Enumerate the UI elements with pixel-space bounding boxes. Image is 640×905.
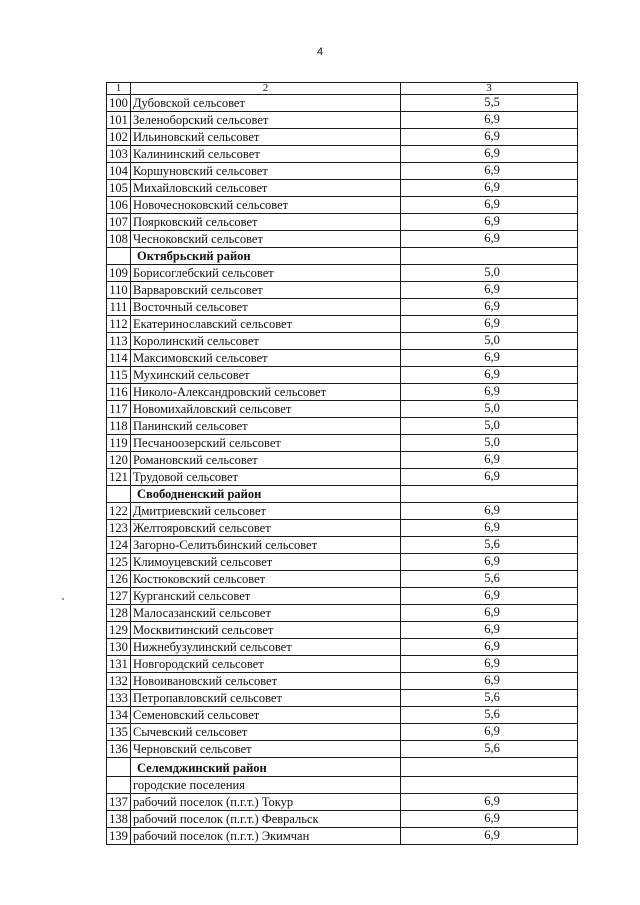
row-value: 6,9 [401, 129, 578, 146]
table-row [107, 452, 578, 469]
settlement-name: Романовский сельсовет [131, 452, 401, 469]
settlement-name: Нижнебузулинский сельсовет [131, 639, 401, 656]
row-number: 105 [107, 180, 131, 197]
subheader-row [107, 777, 578, 794]
row-value: 6,9 [401, 282, 578, 299]
settlement-name: Москвитинский сельсовет [131, 622, 401, 639]
table-row [107, 265, 578, 282]
scan-artifact-dot [62, 598, 64, 600]
row-value: 6,9 [401, 180, 578, 197]
row-value: 6,9 [401, 384, 578, 401]
row-number: 137 [107, 794, 131, 811]
row-value: 6,9 [401, 828, 578, 845]
district-name: Октябрьский район [131, 248, 401, 265]
row-number: 113 [107, 333, 131, 350]
district-row [107, 486, 578, 503]
table-row [107, 707, 578, 724]
row-value: 6,9 [401, 520, 578, 537]
row-value-empty [401, 486, 578, 503]
row-value: 5,6 [401, 537, 578, 554]
row-number: 131 [107, 656, 131, 673]
row-number: 127 [107, 588, 131, 605]
settlement-name: Зеленоборский сельсовет [131, 112, 401, 129]
settlement-name: Борисоглебский сельсовет [131, 265, 401, 282]
row-number-empty [107, 777, 131, 794]
row-value: 6,9 [401, 214, 578, 231]
row-value: 6,9 [401, 656, 578, 673]
row-value: 6,9 [401, 231, 578, 248]
district-row [107, 248, 578, 265]
table-row [107, 571, 578, 588]
row-number: 130 [107, 639, 131, 656]
row-number: 118 [107, 418, 131, 435]
settlement-name: Семеновский сельсовет [131, 707, 401, 724]
row-value: 6,9 [401, 350, 578, 367]
row-number: 125 [107, 554, 131, 571]
row-number: 126 [107, 571, 131, 588]
row-value: 6,9 [401, 469, 578, 486]
table-header-row [107, 83, 578, 95]
row-value: 6,9 [401, 112, 578, 129]
row-value: 6,9 [401, 794, 578, 811]
settlement-name: Ильиновский сельсовет [131, 129, 401, 146]
settlement-name: Малосазанский сельсовет [131, 605, 401, 622]
row-number: 132 [107, 673, 131, 690]
row-value: 6,9 [401, 605, 578, 622]
table-row [107, 401, 578, 418]
settlement-name: Дмитриевский сельсовет [131, 503, 401, 520]
row-number: 128 [107, 605, 131, 622]
settlement-name: Панинский сельсовет [131, 418, 401, 435]
table-row [107, 299, 578, 316]
tariff-table [106, 82, 578, 845]
header-col-2: 2 [131, 83, 401, 95]
row-number: 109 [107, 265, 131, 282]
row-number: 119 [107, 435, 131, 452]
table-row [107, 554, 578, 571]
row-value-empty [401, 777, 578, 794]
row-number: 124 [107, 537, 131, 554]
row-number: 117 [107, 401, 131, 418]
settlement-name: Новомихайловский сельсовет [131, 401, 401, 418]
row-value: 6,9 [401, 197, 578, 214]
row-value: 6,9 [401, 146, 578, 163]
settlement-name: Мухинский сельсовет [131, 367, 401, 384]
settlement-name: Михайловский сельсовет [131, 180, 401, 197]
row-value-empty [401, 758, 578, 777]
row-value: 6,9 [401, 724, 578, 741]
table-row [107, 214, 578, 231]
row-value: 5,6 [401, 741, 578, 758]
row-number: 110 [107, 282, 131, 299]
row-value: 5,5 [401, 95, 578, 112]
row-number: 106 [107, 197, 131, 214]
row-value: 5,0 [401, 401, 578, 418]
row-number: 138 [107, 811, 131, 828]
row-value: 5,0 [401, 333, 578, 350]
settlement-name: Костюковский сельсовет [131, 571, 401, 588]
row-value: 6,9 [401, 299, 578, 316]
table-row [107, 588, 578, 605]
row-value: 5,6 [401, 707, 578, 724]
row-value: 6,9 [401, 452, 578, 469]
row-number-empty [107, 758, 131, 777]
settlement-name: Новочесноковский сельсовет [131, 197, 401, 214]
table-row [107, 163, 578, 180]
row-number: 129 [107, 622, 131, 639]
row-number: 134 [107, 707, 131, 724]
row-value: 6,9 [401, 588, 578, 605]
row-number-empty [107, 486, 131, 503]
row-value: 6,9 [401, 811, 578, 828]
table-row [107, 469, 578, 486]
settlement-name: Николо-Александровский сельсовет [131, 384, 401, 401]
table-row [107, 724, 578, 741]
settlement-name: Варваровский сельсовет [131, 282, 401, 299]
table-row [107, 129, 578, 146]
row-value: 6,9 [401, 316, 578, 333]
table-row [107, 367, 578, 384]
table-row [107, 673, 578, 690]
row-number: 103 [107, 146, 131, 163]
table-row [107, 231, 578, 248]
settlement-name: рабочий поселок (п.г.т.) Токур [131, 794, 401, 811]
table-row [107, 622, 578, 639]
table-row [107, 197, 578, 214]
table-row [107, 656, 578, 673]
row-number: 116 [107, 384, 131, 401]
settlement-name: Песчаноозерский сельсовет [131, 435, 401, 452]
row-value: 6,9 [401, 367, 578, 384]
row-number: 139 [107, 828, 131, 845]
table-row [107, 418, 578, 435]
row-value: 5,0 [401, 435, 578, 452]
table-row [107, 435, 578, 452]
header-col-1: 1 [107, 83, 131, 95]
table-row [107, 384, 578, 401]
header-col-3: 3 [401, 83, 578, 95]
row-number: 111 [107, 299, 131, 316]
row-value: 6,9 [401, 163, 578, 180]
row-number: 112 [107, 316, 131, 333]
settlement-name: Желтояровский сельсовет [131, 520, 401, 537]
table-row [107, 503, 578, 520]
settlement-name: Петропавловский сельсовет [131, 690, 401, 707]
table-row [107, 316, 578, 333]
page-number: 4 [316, 46, 324, 58]
settlement-name: Новгородский сельсовет [131, 656, 401, 673]
district-name: Свободненский район [131, 486, 401, 503]
row-number: 102 [107, 129, 131, 146]
table-row [107, 520, 578, 537]
subheader-name: городские поселения [131, 777, 401, 794]
settlement-name: Загорно-Селитьбинский сельсовет [131, 537, 401, 554]
settlement-name: Максимовский сельсовет [131, 350, 401, 367]
row-value: 6,9 [401, 503, 578, 520]
table-row [107, 282, 578, 299]
row-number: 136 [107, 741, 131, 758]
settlement-name: Екатеринославский сельсовет [131, 316, 401, 333]
settlement-name: Коршуновский сельсовет [131, 163, 401, 180]
row-number: 121 [107, 469, 131, 486]
row-number: 104 [107, 163, 131, 180]
row-value-empty [401, 248, 578, 265]
settlement-name: рабочий поселок (п.г.т.) Экимчан [131, 828, 401, 845]
table-row [107, 350, 578, 367]
table-row [107, 811, 578, 828]
table-row [107, 639, 578, 656]
district-row [107, 758, 578, 777]
row-number: 135 [107, 724, 131, 741]
row-value: 6,9 [401, 639, 578, 656]
settlement-name: Сычевский сельсовет [131, 724, 401, 741]
settlement-name: Курганский сельсовет [131, 588, 401, 605]
table-row [107, 605, 578, 622]
settlement-name: Дубовской сельсовет [131, 95, 401, 112]
settlement-name: Поярковский сельсовет [131, 214, 401, 231]
table-row [107, 537, 578, 554]
settlement-name: Калининский сельсовет [131, 146, 401, 163]
row-value: 5,0 [401, 265, 578, 282]
row-number: 120 [107, 452, 131, 469]
row-value: 5,6 [401, 571, 578, 588]
table-body [107, 83, 578, 845]
table-row [107, 741, 578, 758]
table-row [107, 333, 578, 350]
row-number: 123 [107, 520, 131, 537]
table-row [107, 112, 578, 129]
settlement-name: рабочий поселок (п.г.т.) Февральск [131, 811, 401, 828]
table-row [107, 794, 578, 811]
row-number: 100 [107, 95, 131, 112]
settlement-name: Климоуцевский сельсовет [131, 554, 401, 571]
settlement-name: Черновский сельсовет [131, 741, 401, 758]
district-name: Селемджинский район [131, 758, 401, 777]
row-number: 133 [107, 690, 131, 707]
row-number: 122 [107, 503, 131, 520]
row-value: 5,0 [401, 418, 578, 435]
table-row [107, 146, 578, 163]
table-row [107, 95, 578, 112]
settlement-name: Королинский сельсовет [131, 333, 401, 350]
table-row [107, 180, 578, 197]
table-row [107, 690, 578, 707]
row-value: 5,6 [401, 690, 578, 707]
settlement-name: Чесноковский сельсовет [131, 231, 401, 248]
row-value: 6,9 [401, 673, 578, 690]
row-number: 107 [107, 214, 131, 231]
row-number: 101 [107, 112, 131, 129]
row-value: 6,9 [401, 622, 578, 639]
row-number: 114 [107, 350, 131, 367]
row-number: 115 [107, 367, 131, 384]
row-value: 6,9 [401, 554, 578, 571]
row-number: 108 [107, 231, 131, 248]
settlement-name: Новоивановский сельсовет [131, 673, 401, 690]
table-row [107, 828, 578, 845]
settlement-name: Восточный сельсовет [131, 299, 401, 316]
settlement-name: Трудовой сельсовет [131, 469, 401, 486]
row-number-empty [107, 248, 131, 265]
